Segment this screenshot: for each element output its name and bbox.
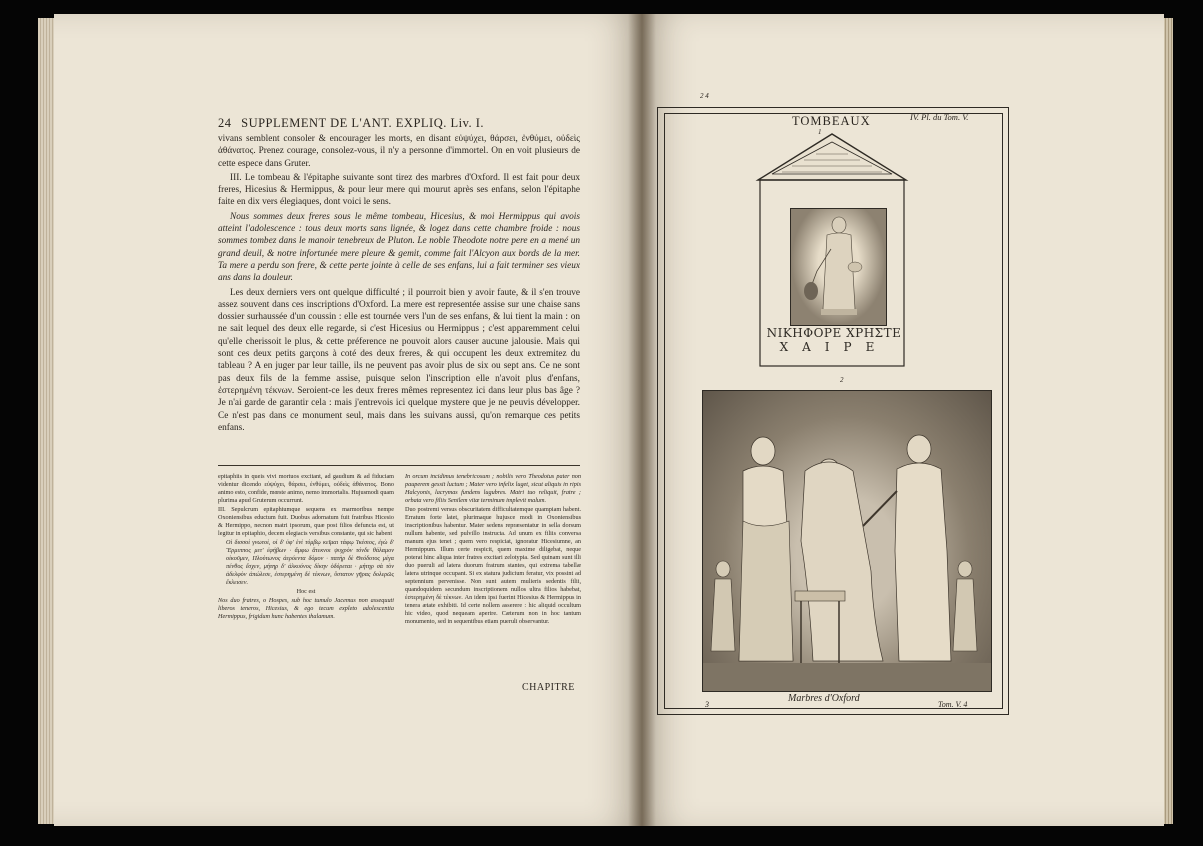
pediment (758, 134, 906, 180)
note-paragraph: III. Sepulcrum epitaphiumque sequens ex marmoribus nempe Oxoniensibus eductum fuit. Duobus adornatum fuit fratribus Hicesio & Hermippo, necnon matri ipsorum, quæ post filios defuncta est, ut legitur in epitaphio, decem elegiacis versibus constante, qui sic habent (218, 506, 394, 537)
plate-title: TOMBEAUX (792, 114, 871, 128)
standing-woman-figure (791, 209, 886, 325)
figure-number-1: 1 (818, 128, 822, 136)
page-number: 24 (218, 116, 232, 130)
plate-caption: Marbres d'Oxford (788, 693, 860, 704)
latin-notes-column-1 (218, 473, 394, 622)
plate-corner-mark-right: Tom. V. 4 (938, 700, 968, 709)
paragraph: vivans semblent consoler & encourager les morts, en disant εὐψύχει, θάρσει, ἐνθύμει, οὐδεὶς ἀθάνατος. Prenez courage, consolez-vous, il n'y a personne d'immortel. On en voit plusieurs de cette espece dans Gruter. (218, 134, 580, 169)
plate-reference: IV. Pl. du Tom. V. (910, 112, 969, 122)
top-marks: 2 4 (700, 92, 709, 100)
catchword: CHAPITRE (522, 682, 575, 693)
note-paragraph: epitaphiis in queis vivi mortuos excitant, ad gaudium & ad fiduciam videntur dicendo εὐψύχει, θάρσει, ἐνθύμει, οὐδεὶς ἀθάνατος. Bono animo esto, confide, mœste animo, nemo immortalis. Hujusmodi quam plurima apud Gruterum occurrunt. (218, 473, 394, 504)
plate-corner-mark-left: 3 (705, 700, 709, 709)
paragraph: Les deux derniers vers ont quelque difficulté ; il pourroit bien y avoir faute, & il s'en trouve assez souvent dans ces inscriptions d'Oxford. La mere est representée assise sur une chaise sans dossier surhaussée d'un coussin : elle est tournée vers l'un de ses enfans, & lui tient la main : on ne sait lequel des deux elle regarde, si c'est Hicesius ou Hermippus ; c'est apparemment celui qu'elle cherissoit le plus, & cette préference ne pouvoit alors causer aucune jalousie. Mais qui sont ces deux petits garçons à coté des deux freres, & qui occupent les deux extremitez du tableau ? A en juger par leur taille, ils ne peuvent pas avoir plus de six ou sept ans. Ce ne sont pas deux fils de la femme assise, puisque selon l'inscription elle n'avoit plus d'enfans, ἐστερημένη τέκνων. Seroient-ce les deux freres mêmes representez ici dans leur plus bas âge ? Je n'ai garde de garantir cela : mais j'entrevois ici quelque mystere que je ne peuvis développer. Ce n'est pas dans ce monument seul, mais dans les suivans aussi, qu'on remarque ces petits enfans. (218, 287, 580, 433)
running-head-title: SUPPLEMENT DE L'ANT. EXPLIQ. Liv. I. (241, 116, 485, 130)
inscription-line-2: ΧΑΙΡΕ (779, 340, 889, 354)
paragraph-translation: Nous sommes deux freres sous le même tombeau, Hicesius, & moi Hermippus qui avois atteint l'adolescence : tous deux morts sans lignée, & logez dans cette chambre froide : nous sommes tombez dans le manoir tenebreux de Pluton. Le noble Theodote notre pere en a mené un grand deuil, & notre infortunée mere pleure & gemit, comme fait l'Alcyon aux bords de la mer. Ta mere a perdu son frere, & cette perte jointe à celle de ses enfans, lui a fait terminer ses vieux ans dans la douleur. (218, 211, 580, 284)
stele-inscription (760, 326, 908, 354)
family-figures (703, 391, 991, 691)
inscription-line-1: ΝΙΚΗΦΟΡΕ ΧΡΗΣΤΕ (766, 326, 902, 340)
latin-notes-column-2 (405, 473, 581, 627)
running-head (218, 116, 588, 131)
greek-epitaph: Οἱ δισσοὶ γνωτοὶ, οἱ δ' ὑφ' ἑνὶ τύμβῳ κεῖμαι τάφῳ Ἱκέσιος, ἐγὼ δ' Ἕρμιππος μετ' ἐφήβων · ἄμφω ἄτεκνοι ψυχρὸν τόνδε θάλαμον οἰκοῦμεν, Πλούτωνος ἀερόεντα δόμον · πατὴρ δὲ Θεόδοτος μέγα πένθος ἔσχεν, μήτηρ δ' ἀλκυόνος δίκην ὀδύρεται · μήτηρ σὰ τὸν ἀδελφὸν ἀπώλεσε, ἐστερημένη δὲ τέκνων, ὕστατον γῆρας δολερῶς ἔκλεισεν. (226, 539, 394, 586)
note-hoc-est: Hoc est (296, 588, 316, 595)
stele-relief-panel (790, 208, 887, 326)
paragraph: III. Le tombeau & l'épitaphe suivante sont tirez des marbres d'Oxford. Il est fait pour deux freres, Hicesius & Hermippus, & pour leur mere qui mourut après ses enfans, selon l'épitaphe faite en dix vers élegiaques, dont voici le sens. (218, 172, 580, 208)
book-gutter (628, 14, 656, 826)
figure-number-2: 2 (840, 376, 844, 384)
family-relief-engraving (702, 390, 992, 692)
note-paragraph: Duo postremi versus obscuritatem difficultatemque quampiam habent. Erratum forte latet, plurimaque hujusce modi in Oxoniensibus inscriptionibus habentur. Mater sedens repræsentatur in sella dorsum nullum habente, sed pulvillo instructa. Ad unum ex filiis conversa manum ejus tenet ; quem vero respiciat, ignoratur Hicesiumne, an Hermippum. Illum certe respicit, quem maxime diligebat, neque poterat hinc aliqua inter fratres excitari zelotypia. Sed quinam sunt illi duo pueruli ad latera duorum fratrum stantes, qui extrema tabellæ latera utrinque occupant. Si ex statura judicium feratur, vix possint ad septennium pervenisse. Non sunt autem mulieris sedentis filii, quandoquidem secundum inscriptionem nullos ultra filios habebat, ἐστερημένη δὲ τέκνων. An idem ipsi fuerint Hicesius & Hermippus in tenera ætate exhibiti. Id certe nollem asserere : hic aliquid occultum hic video, quod nequeam aperire. Cæterum non in hoc tantum monumento, sed in sequentibus etiam pueruli observantur. (405, 506, 581, 625)
latin-verse: Nos duo fratres, o Hospes, sub hoc tumulo Jacemus non assequuti liberos teneros, Hicesius, & ego tecum expleto adolescentia Hermippus, frigidum hunc habentes thalamum. (218, 597, 394, 620)
main-text (218, 133, 580, 436)
latin-verse: In orcum incidimus tenebricosum ; nobilis vero Theodotus pater non pauperem gessit luctum ; Mater vero infelix luget, sicut aliquis in ripis Halcyonis, lacrymas fundens lugubres. Matri tuo reliquit, fratre ; orbata vero filiis Senilem vitæ terminum implevit malum. (405, 473, 581, 504)
footnote-rule (218, 465, 580, 466)
